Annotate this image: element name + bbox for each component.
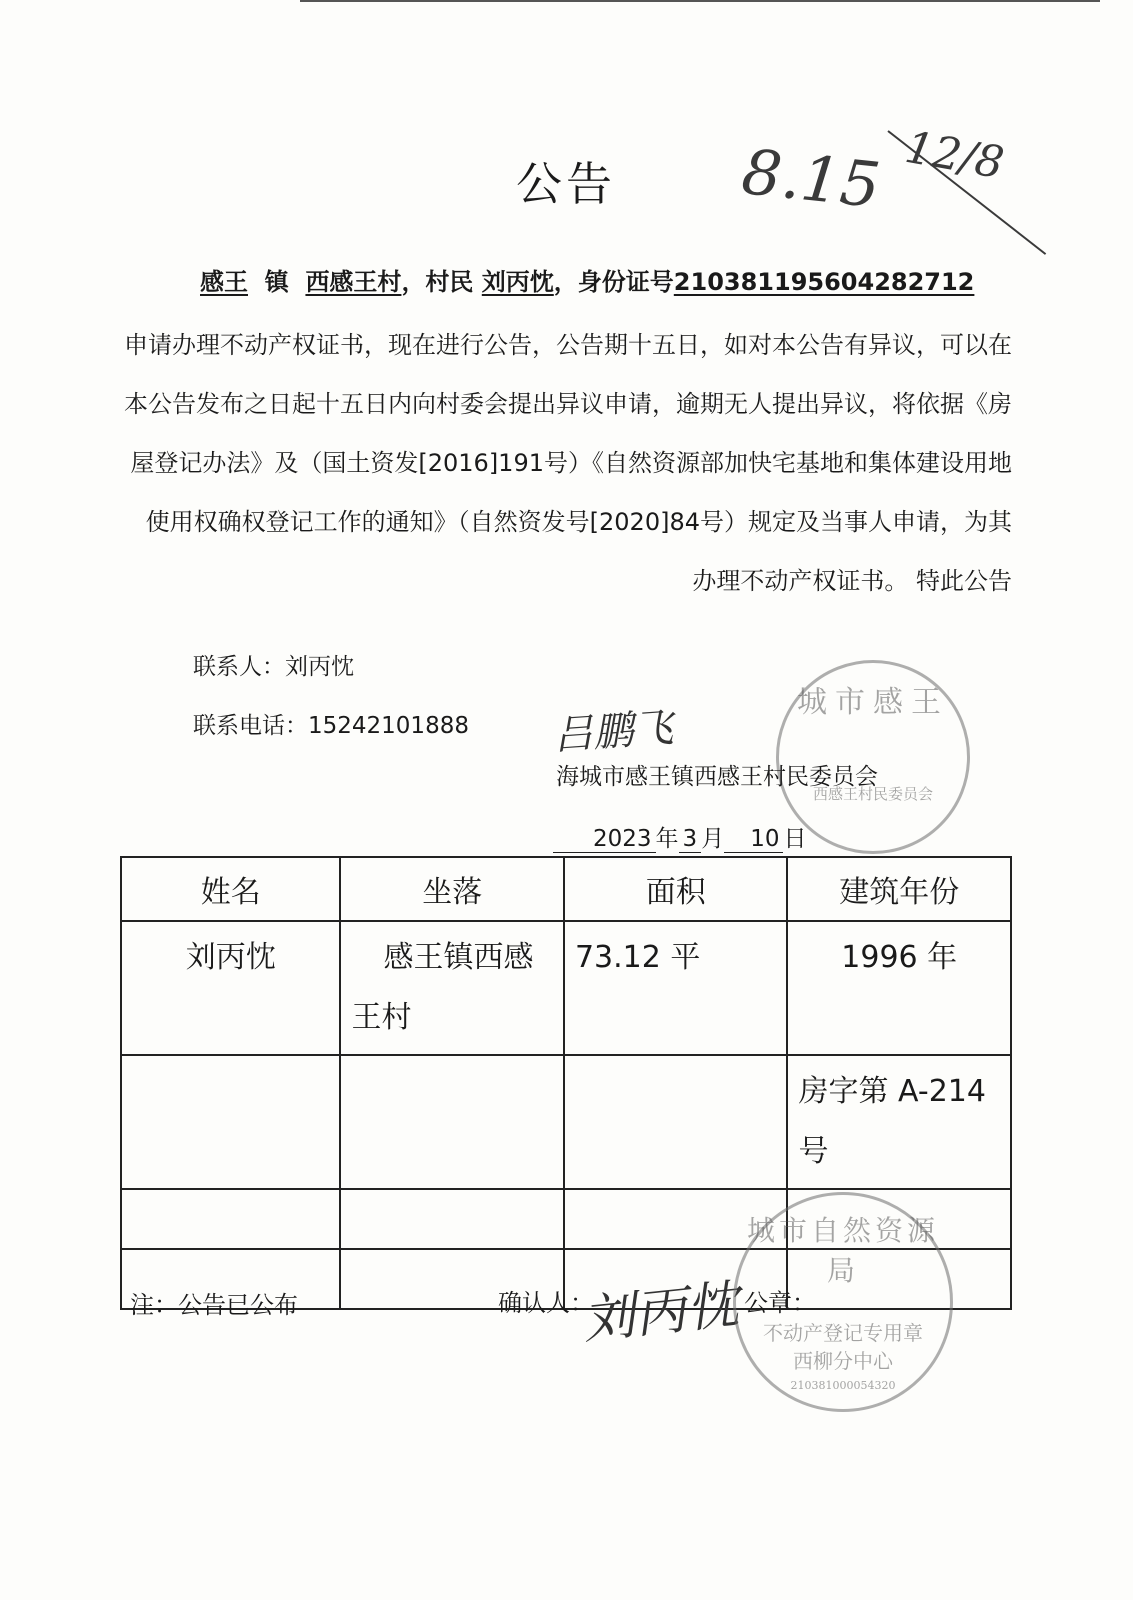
cell-empty: [564, 1055, 788, 1189]
intro-line: [200, 262, 1020, 297]
date-year-unit: 年: [655, 826, 679, 852]
seal-2-bottom: 西柳分中心: [793, 1349, 893, 1373]
signature-committee: 吕鹏飞: [551, 704, 675, 760]
cell-empty: [340, 1055, 564, 1189]
table-row: [121, 921, 1011, 1055]
organization-name: 海城市感王镇西感王村民委员会: [556, 764, 878, 790]
date-year: 2023: [553, 826, 656, 853]
seal-2-top: 城市自然资源局: [746, 1214, 939, 1287]
cell-area: 73.12 平: [564, 921, 788, 1055]
village-name: 西感王村: [305, 268, 402, 296]
top-border-line: [300, 0, 1100, 2]
cell-house-number: 房字第 A-214 号: [787, 1055, 1011, 1189]
cell-empty: [340, 1189, 564, 1249]
handwritten-note: 8.15: [738, 134, 884, 223]
contact-phone: [193, 707, 469, 740]
page-title: 公告: [516, 157, 616, 211]
table-header-row: [121, 857, 1011, 921]
table-row: [121, 1055, 1011, 1189]
issue-date: [553, 820, 806, 853]
notice-body: 申请办理不动产权证书，现在进行公告，公告期十五日，如对本公告有异议，可以在本公告发布之日起十五日内向村委会提出异议申请，逾期无人提出异议，将依据《房屋登记办法》及（国土资发[2016]191号）《自然资源部加快宅基地和集体建设用地使用权确权登记工作的通知》（自然资发号[2020]84号）规定及当事人申请，为其办理不动产权证书。 特此公告: [124, 331, 1012, 595]
contact-person-value: 刘丙忱: [285, 654, 354, 680]
villager-name: 刘丙忱: [481, 268, 554, 296]
seal-label: 公章：: [744, 1289, 816, 1317]
contact-phone-label: 联系电话：: [193, 713, 308, 739]
header-name: 姓名: [121, 857, 340, 921]
cell-empty: [121, 1055, 340, 1189]
cell-location: 感王镇西感王村: [340, 921, 564, 1055]
date-month: 3: [679, 826, 702, 853]
town-name: 感王: [200, 268, 248, 296]
id-label: ，身份证号: [553, 268, 674, 296]
seal-1-bottom: 西感王村民委员会: [812, 785, 933, 803]
header-location: 坐落: [340, 857, 564, 921]
seal-2-middle: 不动产登记专用章: [763, 1321, 923, 1345]
date-day-unit: 日: [783, 826, 807, 852]
footer-note: 注：公告已公布: [130, 1291, 298, 1319]
contact-phone-value: 15242101888: [308, 713, 469, 739]
id-number: 210381195604282712: [673, 268, 975, 296]
signature-confirmer: 刘丙忱: [579, 1274, 742, 1351]
handwritten-fraction: 12/8: [901, 121, 1008, 190]
header-build-year: 建筑年份: [787, 857, 1011, 921]
header-area: 面积: [564, 857, 788, 921]
seal-1-top: 城市感王: [797, 685, 949, 720]
seal-2-number: 210381000054320: [790, 1379, 896, 1392]
cell-empty: [121, 1189, 340, 1249]
date-month-unit: 月: [701, 826, 725, 852]
contact-person: [193, 648, 354, 681]
villager-prefix: ，村民: [401, 268, 474, 296]
date-day: 10: [724, 826, 783, 853]
cell-build-year: 1996 年: [787, 921, 1011, 1055]
confirm-label: 确认人：: [498, 1289, 594, 1317]
contact-person-label: 联系人：: [193, 654, 285, 680]
town-suffix: 镇: [264, 268, 289, 296]
cell-name: 刘丙忱: [121, 921, 340, 1055]
